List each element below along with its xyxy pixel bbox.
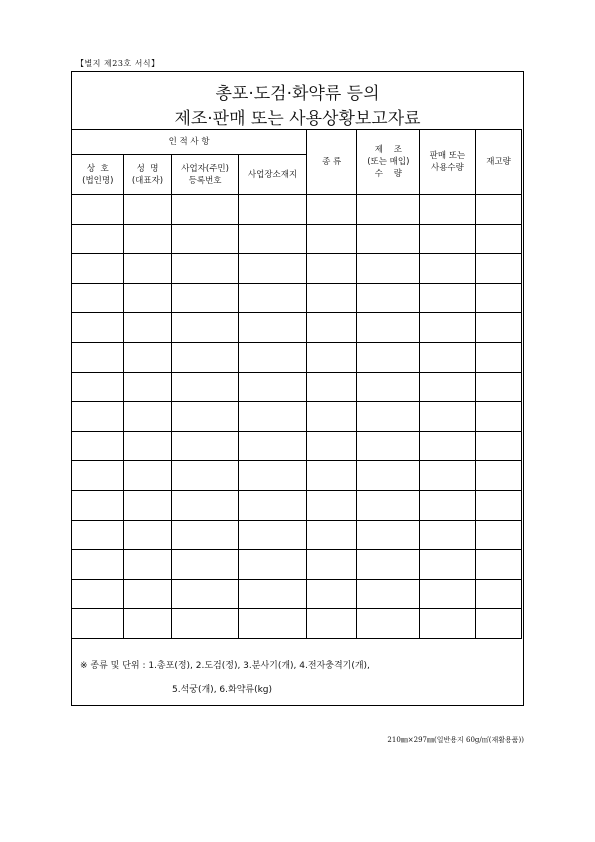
type-label: 종 류 xyxy=(322,157,342,167)
stock-header xyxy=(475,130,522,195)
table-cell[interactable] xyxy=(357,195,420,225)
table-row xyxy=(72,283,522,313)
purchase-label: (또는 매입) xyxy=(367,157,410,167)
table-cell[interactable] xyxy=(239,342,306,372)
table-cell[interactable] xyxy=(124,520,172,550)
table-cell[interactable] xyxy=(239,579,306,609)
table-cell[interactable] xyxy=(72,550,124,580)
table-cell[interactable] xyxy=(357,372,420,402)
table-cell[interactable] xyxy=(475,372,522,402)
table-cell[interactable] xyxy=(124,224,172,254)
table-cell[interactable] xyxy=(239,254,306,284)
table-cell[interactable] xyxy=(239,490,306,520)
table-cell[interactable] xyxy=(171,520,238,550)
sales-label: 판매 또는 xyxy=(429,151,466,161)
table-cell[interactable] xyxy=(475,579,522,609)
table-row xyxy=(72,313,522,343)
table-cell[interactable] xyxy=(475,520,522,550)
sales-qty-header xyxy=(420,130,476,195)
table-row xyxy=(72,195,522,225)
business-resident-label: 사업자(주민) xyxy=(181,163,229,174)
type-header xyxy=(306,130,357,195)
table-cell[interactable] xyxy=(357,579,420,609)
table-cell[interactable] xyxy=(171,402,238,432)
table-cell[interactable] xyxy=(420,550,476,580)
table-cell[interactable] xyxy=(306,402,357,432)
table-cell[interactable] xyxy=(475,313,522,343)
table-cell[interactable] xyxy=(306,461,357,491)
table-cell[interactable] xyxy=(420,490,476,520)
trade-name-header xyxy=(72,155,124,195)
business-address-header xyxy=(239,155,306,195)
table-cell[interactable] xyxy=(239,195,306,225)
table-row xyxy=(72,254,522,284)
table-cell[interactable] xyxy=(124,431,172,461)
table-row xyxy=(72,550,522,580)
corporate-name-label: (법인명) xyxy=(82,175,114,186)
form-title-line-1: 총포·도검·화약류 등의 xyxy=(215,84,380,104)
table-cell[interactable] xyxy=(357,402,420,432)
table-cell[interactable] xyxy=(171,313,238,343)
table-cell[interactable] xyxy=(475,402,522,432)
table-cell[interactable] xyxy=(357,254,420,284)
table-cell[interactable] xyxy=(420,402,476,432)
table-cell[interactable] xyxy=(124,461,172,491)
table-cell[interactable] xyxy=(306,313,357,343)
usage-qty-label: 사용수량 xyxy=(431,163,464,173)
table-row xyxy=(72,609,522,639)
table-cell[interactable] xyxy=(420,342,476,372)
table-cell[interactable] xyxy=(72,520,124,550)
table-row xyxy=(72,342,522,372)
representative-label: (대표자) xyxy=(131,175,164,186)
type-unit-note xyxy=(72,637,523,707)
personal-info-group-header xyxy=(72,130,306,155)
table-cell[interactable] xyxy=(124,195,172,225)
table-cell[interactable] xyxy=(306,431,357,461)
table-cell[interactable] xyxy=(420,520,476,550)
table-cell[interactable] xyxy=(420,431,476,461)
table-cell[interactable] xyxy=(420,195,476,225)
table-cell[interactable] xyxy=(171,283,238,313)
table-cell[interactable] xyxy=(171,254,238,284)
table-cell[interactable] xyxy=(306,550,357,580)
table-cell[interactable] xyxy=(171,490,238,520)
table-cell[interactable] xyxy=(475,342,522,372)
table-cell[interactable] xyxy=(420,579,476,609)
manufacture-qty-header xyxy=(357,130,420,195)
table-cell[interactable] xyxy=(306,520,357,550)
table-cell[interactable] xyxy=(357,490,420,520)
table-cell[interactable] xyxy=(124,490,172,520)
table-cell[interactable] xyxy=(239,520,306,550)
table-cell[interactable] xyxy=(124,609,172,639)
name-header xyxy=(124,155,172,195)
table-cell[interactable] xyxy=(306,283,357,313)
form-title xyxy=(72,72,523,131)
table-cell[interactable] xyxy=(171,195,238,225)
stock-label: 재고량 xyxy=(486,157,511,167)
table-cell[interactable] xyxy=(475,550,522,580)
table-cell[interactable] xyxy=(306,490,357,520)
table-cell[interactable] xyxy=(72,195,124,225)
table-cell[interactable] xyxy=(124,342,172,372)
quantity-label: 수 량 xyxy=(374,169,402,179)
table-cell[interactable] xyxy=(72,402,124,432)
table-cell[interactable] xyxy=(475,431,522,461)
table-cell[interactable] xyxy=(475,490,522,520)
note-line-1: ※ 종류 및 단위 : 1.총포(정), 2.도검(정), 3.분사기(개), 4.전자충격기(개), xyxy=(80,661,370,671)
table-cell[interactable] xyxy=(357,609,420,639)
registration-number-header xyxy=(171,155,238,195)
registration-number-label: 등록번호 xyxy=(188,175,222,186)
trade-name-label: 상 호 xyxy=(86,163,109,174)
table-cell[interactable] xyxy=(239,313,306,343)
table-cell[interactable] xyxy=(171,550,238,580)
table-cell[interactable] xyxy=(72,609,124,639)
table-cell[interactable] xyxy=(475,224,522,254)
table-cell[interactable] xyxy=(306,254,357,284)
table-cell[interactable] xyxy=(420,224,476,254)
table-cell[interactable] xyxy=(357,461,420,491)
table-cell[interactable] xyxy=(239,609,306,639)
table-cell[interactable] xyxy=(171,224,238,254)
table-cell[interactable] xyxy=(72,461,124,491)
paper-size-footer: 210㎜×297㎜(일반용지 60g/㎡(재활용품)) xyxy=(387,736,524,744)
form-number-label: 【별지 제23호 서식】 xyxy=(76,59,160,68)
table-cell[interactable] xyxy=(420,609,476,639)
table-cell[interactable] xyxy=(124,313,172,343)
table-cell[interactable] xyxy=(124,254,172,284)
table-cell[interactable] xyxy=(171,372,238,402)
table-cell[interactable] xyxy=(124,579,172,609)
table-cell[interactable] xyxy=(420,254,476,284)
table-cell[interactable] xyxy=(124,550,172,580)
table-cell[interactable] xyxy=(357,283,420,313)
table-cell[interactable] xyxy=(357,224,420,254)
table-cell[interactable] xyxy=(171,342,238,372)
table-cell[interactable] xyxy=(72,372,124,402)
table-cell[interactable] xyxy=(357,520,420,550)
table-row xyxy=(72,579,522,609)
table-cell[interactable] xyxy=(306,579,357,609)
table-row xyxy=(72,520,522,550)
table-cell[interactable] xyxy=(475,283,522,313)
name-label: 성 명 xyxy=(136,163,159,174)
table-cell[interactable] xyxy=(124,402,172,432)
table-cell[interactable] xyxy=(171,431,238,461)
table-cell[interactable] xyxy=(420,461,476,491)
table-cell[interactable] xyxy=(124,372,172,402)
table-cell[interactable] xyxy=(420,283,476,313)
table-cell[interactable] xyxy=(306,195,357,225)
table-cell[interactable] xyxy=(357,431,420,461)
table-row xyxy=(72,490,522,520)
table-cell[interactable] xyxy=(171,609,238,639)
table-cell[interactable] xyxy=(171,461,238,491)
report-form xyxy=(71,71,524,706)
personal-info-label: 인 적 사 항 xyxy=(168,137,210,147)
table-cell[interactable] xyxy=(171,579,238,609)
table-cell[interactable] xyxy=(239,402,306,432)
table-cell[interactable] xyxy=(72,579,124,609)
table-row xyxy=(72,372,522,402)
form-title-line-2: 제조·판매 또는 사용상황보고자료 xyxy=(174,109,421,129)
table-cell[interactable] xyxy=(72,313,124,343)
table-cell[interactable] xyxy=(239,550,306,580)
table-cell[interactable] xyxy=(357,342,420,372)
report-table xyxy=(71,129,522,639)
table-cell[interactable] xyxy=(72,431,124,461)
table-row xyxy=(72,461,522,491)
table-cell[interactable] xyxy=(72,490,124,520)
table-cell[interactable] xyxy=(475,254,522,284)
table-cell[interactable] xyxy=(72,254,124,284)
table-cell[interactable] xyxy=(357,550,420,580)
table-cell[interactable] xyxy=(306,224,357,254)
business-address-label: 사업장소재지 xyxy=(247,169,298,180)
table-cell[interactable] xyxy=(72,224,124,254)
table-cell[interactable] xyxy=(239,283,306,313)
table-row xyxy=(72,224,522,254)
table-cell[interactable] xyxy=(124,283,172,313)
table-cell[interactable] xyxy=(306,372,357,402)
table-cell[interactable] xyxy=(72,283,124,313)
table-cell[interactable] xyxy=(239,372,306,402)
table-cell[interactable] xyxy=(239,461,306,491)
note-line-2: 5.석궁(개), 6.화약류(kg) xyxy=(172,685,273,695)
table-cell[interactable] xyxy=(306,342,357,372)
table-cell[interactable] xyxy=(239,431,306,461)
table-cell[interactable] xyxy=(475,609,522,639)
table-cell[interactable] xyxy=(475,195,522,225)
table-cell[interactable] xyxy=(72,342,124,372)
table-cell[interactable] xyxy=(420,372,476,402)
table-cell[interactable] xyxy=(420,313,476,343)
table-cell[interactable] xyxy=(357,313,420,343)
table-cell[interactable] xyxy=(306,609,357,639)
table-row xyxy=(72,402,522,432)
table-cell[interactable] xyxy=(475,461,522,491)
table-cell[interactable] xyxy=(239,224,306,254)
table-row xyxy=(72,431,522,461)
manufacture-label: 제 조 xyxy=(374,145,402,155)
